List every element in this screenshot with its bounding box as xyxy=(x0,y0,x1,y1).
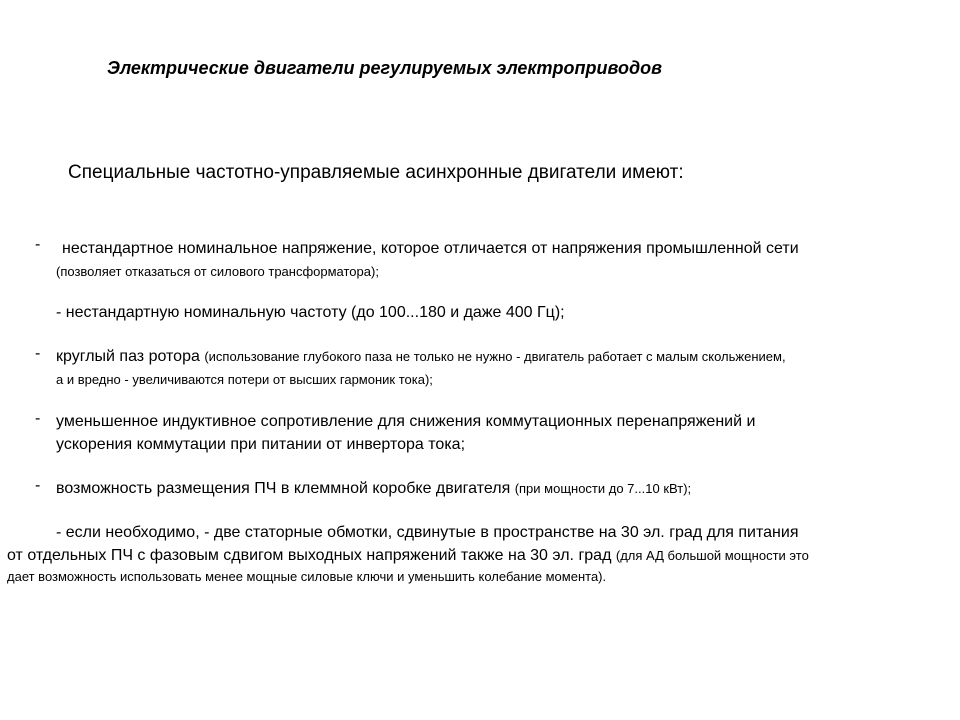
bullet-5-note: (при мощности до 7...10 кВт); xyxy=(514,481,692,496)
bullet-dash: - xyxy=(35,410,41,427)
bullet-5-text: возможность размещения ПЧ в клеммной коробке двигателя xyxy=(56,480,511,497)
bullet-4-line2: ускорения коммутации при питании от инвертора тока; xyxy=(56,436,466,453)
bullet-6-line1: - если необходимо, - две статорные обмотки, сдвинутые в пространстве на 30 эл. град для питания xyxy=(56,524,799,541)
bullet-3-note-cont: а и вредно - увеличиваются потери от высших гармоник тока); xyxy=(56,372,433,387)
bullet-6-note-cont: дает возможность использовать менее мощные силовые ключи и уменьшить колебание момента). xyxy=(7,569,607,584)
bullet-6-line2-wrap xyxy=(7,547,809,565)
bullet-6-line2: от отдельных ПЧ с фазовым сдвигом выходных напряжений также на 30 эл. град xyxy=(7,547,612,564)
bullet-dash: - xyxy=(35,236,41,253)
bullet-dash: - xyxy=(35,477,41,494)
bullet-5-line xyxy=(56,480,691,498)
bullet-6-note: (для АД большой мощности это xyxy=(615,548,809,563)
bullet-dash: - xyxy=(35,345,41,362)
bullet-1-text: нестандартное номинальное напряжение, которое отличается от напряжения промышленной сети xyxy=(62,240,799,257)
bullet-2-text: - нестандартную номинальную частоту (до 100...180 и даже 400 Гц); xyxy=(56,304,565,321)
bullet-3-note: (использование глубокого паза не только не нужно - двигатель работает с малым скольжением, xyxy=(204,349,786,364)
bullet-4-line1: уменьшенное индуктивное сопротивление для снижения коммутационных перенапряжений и xyxy=(56,413,756,430)
slide-subtitle: Специальные частотно-управляемые асинхронные двигатели имеют: xyxy=(68,162,684,183)
slide-title: Электрические двигатели регулируемых электроприводов xyxy=(107,58,662,78)
bullet-3-text: круглый паз ротора xyxy=(56,348,200,365)
bullet-1-note: (позволяет отказаться от силового трансформатора); xyxy=(56,264,379,279)
bullet-3-line xyxy=(56,348,786,366)
